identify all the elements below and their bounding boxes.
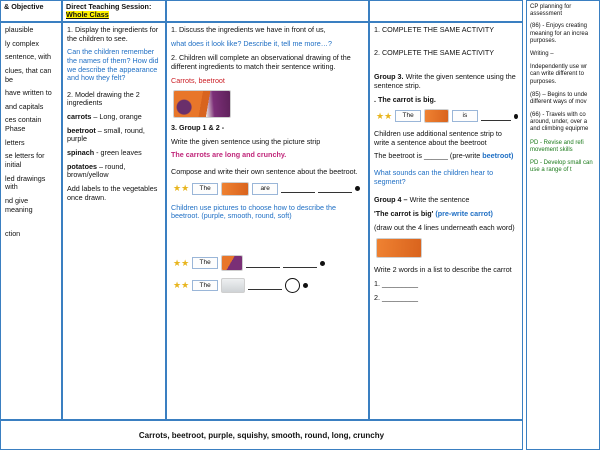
header-activity-right (369, 0, 523, 22)
word-card-is-g3: is (452, 110, 478, 122)
dt-step1: 1. Display the ingredients for the children to see. (67, 25, 159, 43)
carrot-picture-card (221, 182, 249, 196)
header-direct-teaching (62, 0, 166, 22)
objective-line-5: have written to (5, 88, 52, 98)
carrot-photo (376, 238, 422, 258)
group4-text: Write the sentence (409, 195, 470, 205)
objective-line-7: ces contain Phase (5, 115, 42, 134)
group4-item-2: 2. _________ (374, 292, 418, 302)
word-card-the-3: The (192, 280, 218, 292)
carrots-beetroot-photo (173, 90, 231, 118)
right-step1: 1. COMPLETE THE SAME ACTIVITY (374, 25, 495, 34)
dt-carrots-label: carrots (67, 112, 92, 122)
circle-placeholder (285, 278, 300, 293)
middle-activity-column (166, 22, 369, 420)
mid-target-sentence: The carrots are long and crunchy. (171, 150, 287, 160)
star-icon: ★★ (173, 280, 190, 291)
group3-note2: The beetroot is ______ (pre-write (374, 151, 481, 161)
carrot-photo-row (376, 238, 518, 258)
objective-line-1: plausible (5, 25, 34, 34)
dt-potatoes-desc: – round, brown/yellow (67, 161, 126, 180)
full-stop-dot (320, 261, 325, 266)
mid-step2-words: Carrots, beetroot (171, 75, 225, 85)
cp-planning-panel (526, 0, 600, 450)
header-activity-middle (166, 0, 369, 22)
cp-item-6: PD - Develop small can use a range of t (530, 160, 593, 174)
right-activity-column (369, 22, 523, 420)
group4-item-1: 1. _________ (374, 278, 418, 288)
group3-text: Write the given sentence using the sentence strip. (374, 72, 516, 90)
vegetable-picture-card (221, 255, 243, 271)
group4-task: Write 2 words in a list to describe the carrot (374, 265, 512, 275)
group4-head: Group 4 – (374, 195, 408, 205)
group4-prewrite: (pre-write carrot) (435, 209, 493, 219)
group4-note: (draw out the 4 lines underneath each word) (374, 222, 515, 232)
mid-step2: 2. Children will complete an observational drawing of the different ingredients to match their sentence writing. (171, 53, 351, 71)
mid-step3-line: Write the given sentence using the picture strip (171, 136, 321, 146)
objective-line-11: nd give meaning (5, 195, 33, 214)
star-icon: ★★ (376, 110, 393, 121)
carrot-picture-card-g3 (424, 109, 449, 123)
star-icon: ★★ (173, 183, 190, 194)
cp-item-1: (86) - Enjoys creating meaning for an increa purposes. (530, 23, 589, 44)
sentence-strip-group3 (376, 109, 518, 123)
dt-beetroot-label: beetroot (67, 125, 96, 135)
header-objective (0, 0, 62, 22)
sentence-strip-carrots (173, 182, 364, 196)
header-direct-teaching-line1: Direct Teaching Session: (66, 2, 152, 11)
blank-word-line-5 (248, 281, 282, 290)
objective-line-2: ly complex (5, 38, 39, 48)
key-vocabulary-text: Carrots, beetroot, purple, squishy, smooth, round, long, crunchy (138, 430, 385, 440)
group3-sentence: . The carrot is big. (374, 94, 436, 104)
blank-word-line-1 (281, 184, 315, 193)
blank-word-line-3 (246, 259, 280, 268)
objective-column (0, 22, 62, 420)
word-card-the-g3: The (395, 110, 421, 122)
group4-sentence: 'The carrot is big' (374, 209, 434, 219)
right-step2: 2. COMPLETE THE SAME ACTIVITY (374, 47, 495, 57)
cp-planning-title: CP planning for assessment (530, 4, 572, 18)
sentence-strip-beetroot-2 (173, 278, 364, 293)
dt-potatoes-label: potatoes (67, 161, 97, 171)
cp-writing-head: Writing – (530, 50, 554, 57)
objective-line-3: sentence, with (5, 52, 51, 62)
full-stop-dot (303, 283, 308, 288)
mid-step4: Compose and write their own sentence about the beetroot. (171, 167, 358, 177)
blank-word-line-g3 (481, 112, 511, 121)
header-objective-label: & Objective (4, 2, 44, 11)
dt-beetroot-desc: – small, round, purple (67, 125, 145, 144)
objective-line-8: letters (5, 137, 25, 147)
full-stop-dot (355, 186, 360, 191)
mid-note: Children use pictures to choose how to describe the beetroot. (purple, smooth, round, soft) (171, 202, 337, 221)
dt-carrots-desc: – Long, orange (93, 112, 142, 122)
dt-step3: Add labels to the vegetables once drawn. (67, 183, 158, 202)
plate-picture-card (221, 278, 245, 293)
dt-step2: 2. Model drawing the 2 ingredients (67, 89, 140, 108)
blank-word-line-4 (283, 259, 317, 268)
word-card-the: The (192, 183, 218, 195)
mid-step1: 1. Discuss the ingredients we have in front of us, (171, 25, 326, 34)
key-vocabulary-row (0, 420, 523, 450)
dt-spinach-desc: - green leaves (96, 148, 142, 158)
cp-item-5: PD - Revise and refi movement skills (530, 139, 584, 153)
header-whole-class: Whole Class (66, 10, 109, 20)
word-card-are: are (252, 183, 278, 195)
group3-head: Group 3. (374, 72, 404, 82)
objective-line-12: ction (5, 229, 21, 239)
objective-line-10: led drawings with (5, 173, 46, 192)
group3-note: Children use additional sentence strip to write a sentence about the beetroot (374, 129, 502, 147)
vegetable-photo-row (173, 90, 364, 118)
mid-step3-head: 3. Group 1 & 2 - (171, 123, 225, 133)
cp-item-3: (85) – Begins to unde different ways of mov (530, 91, 588, 105)
dt-spinach-label: spinach (67, 148, 95, 158)
objective-line-9: se letters for initial (5, 151, 45, 170)
cp-item-4: (66) - Travels with co around, under, over a and climbing equipme (530, 112, 589, 133)
sentence-strip-beetroot-1 (173, 255, 364, 271)
objective-line-6: and capitals (5, 101, 44, 111)
group3-question: What sounds can the children hear to segment? (374, 168, 494, 186)
dt-step1-question: Can the children remember the names of them? How did we describe the appearance and how they felt? (67, 47, 159, 83)
objective-line-4: clues, that can be (5, 65, 52, 84)
mid-step1-question: what does it look like? Describe it, tell me more…? (171, 38, 332, 48)
group3-prewrite-word: beetroot) (482, 151, 514, 161)
direct-teaching-column (62, 22, 166, 420)
star-icon: ★★ (173, 257, 190, 268)
blank-word-line-2 (318, 184, 352, 193)
full-stop-dot (514, 114, 518, 119)
cp-item-2: Independently use wr can write different to purposes. (530, 64, 588, 85)
word-card-the-2: The (192, 257, 218, 269)
